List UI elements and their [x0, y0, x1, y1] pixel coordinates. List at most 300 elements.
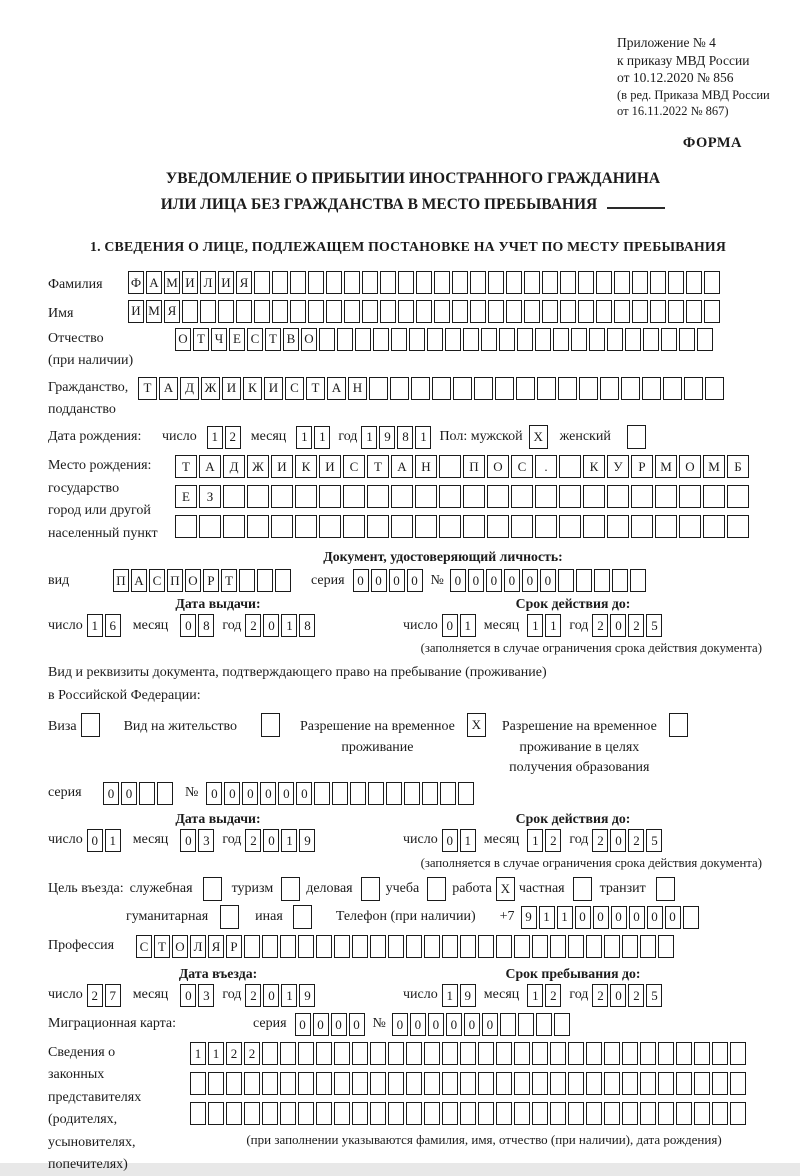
- resid-issue-year-cells[interactable]: [245, 829, 315, 852]
- visa-checkbox[interactable]: [81, 713, 100, 737]
- char-cell[interactable]: 1: [545, 614, 561, 637]
- char-cell[interactable]: [391, 328, 407, 351]
- char-cell[interactable]: [669, 713, 688, 737]
- doc-issue-day-cells[interactable]: [87, 614, 121, 637]
- char-cell[interactable]: [496, 935, 512, 958]
- char-cell[interactable]: [271, 485, 293, 508]
- char-cell[interactable]: [558, 377, 577, 400]
- char-cell[interactable]: [550, 1042, 566, 1065]
- char-cell[interactable]: [452, 300, 468, 323]
- sex-female-checkbox[interactable]: [627, 425, 646, 449]
- char-cell[interactable]: [578, 271, 594, 294]
- char-cell[interactable]: 3: [198, 984, 214, 1007]
- char-cell[interactable]: [208, 1072, 224, 1095]
- char-cell[interactable]: [499, 328, 515, 351]
- char-cell[interactable]: [676, 1042, 692, 1065]
- char-cell[interactable]: 2: [545, 829, 561, 852]
- char-cell[interactable]: 1: [190, 1042, 206, 1065]
- char-cell[interactable]: [190, 1102, 206, 1125]
- char-cell[interactable]: [388, 1072, 404, 1095]
- mk-number-cells[interactable]: [392, 1013, 570, 1036]
- rvp-checkbox[interactable]: [467, 713, 486, 737]
- char-cell[interactable]: Н: [348, 377, 367, 400]
- birth-month-cells[interactable]: [296, 426, 330, 449]
- char-cell[interactable]: И: [319, 455, 341, 478]
- char-cell[interactable]: [460, 935, 476, 958]
- char-cell[interactable]: [368, 782, 384, 805]
- char-cell[interactable]: [316, 1042, 332, 1065]
- char-cell[interactable]: Т: [154, 935, 170, 958]
- char-cell[interactable]: [314, 782, 330, 805]
- char-cell[interactable]: 2: [244, 1042, 260, 1065]
- char-cell[interactable]: [640, 935, 656, 958]
- char-cell[interactable]: [262, 1042, 278, 1065]
- char-cell[interactable]: [208, 1102, 224, 1125]
- char-cell[interactable]: [495, 377, 514, 400]
- char-cell[interactable]: [293, 905, 312, 929]
- birth-day-cells[interactable]: [207, 426, 241, 449]
- char-cell[interactable]: Ф: [128, 271, 144, 294]
- char-cell[interactable]: [542, 300, 558, 323]
- char-cell[interactable]: [319, 515, 341, 538]
- char-cell[interactable]: [524, 271, 540, 294]
- char-cell[interactable]: 2: [245, 829, 261, 852]
- char-cell[interactable]: Д: [180, 377, 199, 400]
- char-cell[interactable]: [622, 935, 638, 958]
- char-cell[interactable]: 0: [180, 614, 196, 637]
- char-cell[interactable]: 5: [646, 984, 662, 1007]
- char-cell[interactable]: 0: [486, 569, 502, 592]
- char-cell[interactable]: Ж: [247, 455, 269, 478]
- char-cell[interactable]: 0: [121, 782, 137, 805]
- char-cell[interactable]: [478, 1102, 494, 1125]
- char-cell[interactable]: 9: [460, 984, 476, 1007]
- char-cell[interactable]: 0: [260, 782, 276, 805]
- char-cell[interactable]: [658, 1102, 674, 1125]
- char-cell[interactable]: 2: [245, 614, 261, 637]
- char-cell[interactable]: С: [343, 455, 365, 478]
- char-cell[interactable]: 0: [611, 906, 627, 929]
- char-cell[interactable]: 0: [504, 569, 520, 592]
- char-cell[interactable]: Я: [236, 271, 252, 294]
- citizenship-cells[interactable]: [138, 377, 724, 400]
- char-cell[interactable]: 2: [87, 984, 103, 1007]
- reps-row3-cells[interactable]: [190, 1102, 778, 1125]
- char-cell[interactable]: [388, 935, 404, 958]
- char-cell[interactable]: [550, 1072, 566, 1095]
- char-cell[interactable]: [604, 1072, 620, 1095]
- char-cell[interactable]: [631, 485, 653, 508]
- purpose-business-checkbox[interactable]: [361, 877, 380, 901]
- char-cell[interactable]: [316, 1072, 332, 1095]
- char-cell[interactable]: 0: [278, 782, 294, 805]
- char-cell[interactable]: [334, 935, 350, 958]
- char-cell[interactable]: [226, 1072, 242, 1095]
- char-cell[interactable]: [621, 377, 640, 400]
- char-cell[interactable]: [607, 328, 623, 351]
- char-cell[interactable]: [586, 1072, 602, 1095]
- char-cell[interactable]: 2: [592, 614, 608, 637]
- char-cell[interactable]: [516, 377, 535, 400]
- char-cell[interactable]: [81, 713, 100, 737]
- char-cell[interactable]: [694, 1042, 710, 1065]
- char-cell[interactable]: 9: [299, 984, 315, 1007]
- char-cell[interactable]: Л: [200, 271, 216, 294]
- char-cell[interactable]: Л: [190, 935, 206, 958]
- doc-issue-month-cells[interactable]: [180, 614, 214, 637]
- char-cell[interactable]: [679, 485, 701, 508]
- char-cell[interactable]: 8: [198, 614, 214, 637]
- given-name-cells[interactable]: [128, 300, 720, 323]
- char-cell[interactable]: [369, 377, 388, 400]
- phone-cells[interactable]: [521, 906, 699, 929]
- char-cell[interactable]: 0: [522, 569, 538, 592]
- char-cell[interactable]: [558, 569, 574, 592]
- char-cell[interactable]: 1: [105, 829, 121, 852]
- char-cell[interactable]: [650, 300, 666, 323]
- char-cell[interactable]: [686, 271, 702, 294]
- char-cell[interactable]: [463, 485, 485, 508]
- char-cell[interactable]: [244, 1072, 260, 1095]
- char-cell[interactable]: [535, 515, 557, 538]
- char-cell[interactable]: [594, 569, 610, 592]
- char-cell[interactable]: 0: [468, 569, 484, 592]
- sex-male-checkbox[interactable]: [529, 425, 548, 449]
- resid-valid-month-cells[interactable]: [527, 829, 561, 852]
- char-cell[interactable]: [640, 1042, 656, 1065]
- char-cell[interactable]: [705, 377, 724, 400]
- char-cell[interactable]: [470, 300, 486, 323]
- char-cell[interactable]: 0: [263, 614, 279, 637]
- char-cell[interactable]: [627, 425, 646, 449]
- char-cell[interactable]: [157, 782, 173, 805]
- birthplace-row3-cells[interactable]: [175, 515, 749, 538]
- char-cell[interactable]: [415, 515, 437, 538]
- char-cell[interactable]: [223, 515, 245, 538]
- char-cell[interactable]: [607, 515, 629, 538]
- char-cell[interactable]: 0: [446, 1013, 462, 1036]
- char-cell[interactable]: [463, 328, 479, 351]
- char-cell[interactable]: М: [655, 455, 677, 478]
- char-cell[interactable]: [604, 1042, 620, 1065]
- char-cell[interactable]: [262, 1072, 278, 1095]
- char-cell[interactable]: [424, 935, 440, 958]
- char-cell[interactable]: [424, 1042, 440, 1065]
- char-cell[interactable]: [559, 455, 581, 478]
- char-cell[interactable]: [223, 485, 245, 508]
- residence-permit-checkbox[interactable]: [261, 713, 280, 737]
- char-cell[interactable]: [663, 377, 682, 400]
- reps-row1-cells[interactable]: [190, 1042, 778, 1065]
- char-cell[interactable]: И: [264, 377, 283, 400]
- char-cell[interactable]: [586, 1102, 602, 1125]
- char-cell[interactable]: 1: [442, 984, 458, 1007]
- char-cell[interactable]: [684, 377, 703, 400]
- char-cell[interactable]: [380, 271, 396, 294]
- char-cell[interactable]: [730, 1072, 746, 1095]
- char-cell[interactable]: Р: [631, 455, 653, 478]
- char-cell[interactable]: [262, 1102, 278, 1125]
- char-cell[interactable]: 2: [628, 984, 644, 1007]
- char-cell[interactable]: [568, 935, 584, 958]
- char-cell[interactable]: [481, 328, 497, 351]
- char-cell[interactable]: [676, 1072, 692, 1095]
- char-cell[interactable]: [514, 1042, 530, 1065]
- char-cell[interactable]: [290, 300, 306, 323]
- char-cell[interactable]: А: [391, 455, 413, 478]
- stay-year-cells[interactable]: [592, 984, 662, 1007]
- char-cell[interactable]: [442, 1042, 458, 1065]
- char-cell[interactable]: 1: [208, 1042, 224, 1065]
- char-cell[interactable]: [139, 782, 155, 805]
- char-cell[interactable]: [404, 782, 420, 805]
- char-cell[interactable]: [656, 877, 675, 901]
- char-cell[interactable]: И: [218, 271, 234, 294]
- char-cell[interactable]: [631, 515, 653, 538]
- char-cell[interactable]: [496, 1042, 512, 1065]
- char-cell[interactable]: [668, 300, 684, 323]
- birthplace-row1-cells[interactable]: [175, 455, 749, 478]
- char-cell[interactable]: [470, 271, 486, 294]
- char-cell[interactable]: [612, 569, 628, 592]
- char-cell[interactable]: [411, 377, 430, 400]
- reps-row2-cells[interactable]: [190, 1072, 778, 1095]
- char-cell[interactable]: 0: [180, 829, 196, 852]
- char-cell[interactable]: 9: [379, 426, 395, 449]
- char-cell[interactable]: 0: [224, 782, 240, 805]
- char-cell[interactable]: 0: [610, 984, 626, 1007]
- char-cell[interactable]: Б: [727, 455, 749, 478]
- char-cell[interactable]: [239, 569, 255, 592]
- char-cell[interactable]: А: [327, 377, 346, 400]
- char-cell[interactable]: К: [583, 455, 605, 478]
- char-cell[interactable]: 5: [646, 614, 662, 637]
- char-cell[interactable]: 1: [87, 614, 103, 637]
- char-cell[interactable]: [442, 1072, 458, 1095]
- char-cell[interactable]: [694, 1072, 710, 1095]
- char-cell[interactable]: [280, 1072, 296, 1095]
- char-cell[interactable]: [694, 1102, 710, 1125]
- char-cell[interactable]: 0: [295, 1013, 311, 1036]
- char-cell[interactable]: [704, 300, 720, 323]
- char-cell[interactable]: [453, 377, 472, 400]
- char-cell[interactable]: [326, 271, 342, 294]
- char-cell[interactable]: [440, 782, 456, 805]
- char-cell[interactable]: [463, 515, 485, 538]
- char-cell[interactable]: [427, 328, 443, 351]
- char-cell[interactable]: 0: [610, 614, 626, 637]
- char-cell[interactable]: [388, 1102, 404, 1125]
- char-cell[interactable]: [298, 1102, 314, 1125]
- char-cell[interactable]: [427, 877, 446, 901]
- char-cell[interactable]: [679, 328, 695, 351]
- char-cell[interactable]: [583, 485, 605, 508]
- char-cell[interactable]: [244, 935, 260, 958]
- char-cell[interactable]: Т: [306, 377, 325, 400]
- doc-valid-year-cells[interactable]: [592, 614, 662, 637]
- char-cell[interactable]: [247, 485, 269, 508]
- char-cell[interactable]: [506, 300, 522, 323]
- char-cell[interactable]: Р: [226, 935, 242, 958]
- char-cell[interactable]: [496, 1072, 512, 1095]
- char-cell[interactable]: И: [222, 377, 241, 400]
- char-cell[interactable]: [406, 935, 422, 958]
- char-cell[interactable]: [370, 1072, 386, 1095]
- char-cell[interactable]: [190, 1072, 206, 1095]
- char-cell[interactable]: [727, 515, 749, 538]
- char-cell[interactable]: [424, 1102, 440, 1125]
- char-cell[interactable]: [596, 271, 612, 294]
- char-cell[interactable]: 0: [392, 1013, 408, 1036]
- char-cell[interactable]: [712, 1072, 728, 1095]
- char-cell[interactable]: 0: [180, 984, 196, 1007]
- char-cell[interactable]: Ж: [201, 377, 220, 400]
- char-cell[interactable]: [439, 485, 461, 508]
- char-cell[interactable]: 1: [527, 984, 543, 1007]
- char-cell[interactable]: П: [113, 569, 129, 592]
- char-cell[interactable]: [298, 1042, 314, 1065]
- char-cell[interactable]: [686, 300, 702, 323]
- char-cell[interactable]: О: [175, 328, 191, 351]
- char-cell[interactable]: У: [607, 455, 629, 478]
- char-cell[interactable]: [362, 271, 378, 294]
- char-cell[interactable]: [326, 300, 342, 323]
- doc-number-cells[interactable]: [450, 569, 646, 592]
- char-cell[interactable]: [334, 1072, 350, 1095]
- char-cell[interactable]: 8: [299, 614, 315, 637]
- char-cell[interactable]: [458, 782, 474, 805]
- char-cell[interactable]: [622, 1072, 638, 1095]
- char-cell[interactable]: 1: [415, 426, 431, 449]
- char-cell[interactable]: П: [463, 455, 485, 478]
- char-cell[interactable]: 0: [371, 569, 387, 592]
- char-cell[interactable]: [334, 1042, 350, 1065]
- char-cell[interactable]: [439, 515, 461, 538]
- char-cell[interactable]: [568, 1042, 584, 1065]
- char-cell[interactable]: 0: [353, 569, 369, 592]
- char-cell[interactable]: [703, 485, 725, 508]
- char-cell[interactable]: [386, 782, 402, 805]
- char-cell[interactable]: [511, 515, 533, 538]
- char-cell[interactable]: 0: [629, 906, 645, 929]
- char-cell[interactable]: Т: [265, 328, 281, 351]
- char-cell[interactable]: Е: [175, 485, 197, 508]
- char-cell[interactable]: [442, 1102, 458, 1125]
- char-cell[interactable]: [344, 271, 360, 294]
- char-cell[interactable]: А: [146, 271, 162, 294]
- char-cell[interactable]: [272, 271, 288, 294]
- char-cell[interactable]: [514, 1072, 530, 1095]
- char-cell[interactable]: [604, 1102, 620, 1125]
- char-cell[interactable]: [373, 328, 389, 351]
- char-cell[interactable]: [511, 485, 533, 508]
- char-cell[interactable]: [586, 1042, 602, 1065]
- char-cell[interactable]: [730, 1102, 746, 1125]
- char-cell[interactable]: [600, 377, 619, 400]
- char-cell[interactable]: [632, 300, 648, 323]
- char-cell[interactable]: 1: [281, 614, 297, 637]
- char-cell[interactable]: Я: [164, 300, 180, 323]
- char-cell[interactable]: И: [182, 271, 198, 294]
- char-cell[interactable]: [488, 300, 504, 323]
- char-cell[interactable]: 1: [361, 426, 377, 449]
- char-cell[interactable]: [367, 485, 389, 508]
- char-cell[interactable]: [391, 515, 413, 538]
- char-cell[interactable]: 0: [296, 782, 312, 805]
- char-cell[interactable]: [560, 271, 576, 294]
- doc-valid-day-cells[interactable]: [442, 614, 476, 637]
- char-cell[interactable]: 1: [527, 614, 543, 637]
- char-cell[interactable]: [576, 569, 592, 592]
- purpose-other-checkbox[interactable]: [293, 905, 312, 929]
- char-cell[interactable]: [697, 328, 713, 351]
- char-cell[interactable]: [316, 935, 332, 958]
- char-cell[interactable]: [514, 1102, 530, 1125]
- resid-issue-month-cells[interactable]: [180, 829, 214, 852]
- char-cell[interactable]: [474, 377, 493, 400]
- char-cell[interactable]: [200, 300, 216, 323]
- char-cell[interactable]: X: [529, 425, 548, 449]
- char-cell[interactable]: И: [128, 300, 144, 323]
- char-cell[interactable]: 0: [540, 569, 556, 592]
- char-cell[interactable]: [532, 935, 548, 958]
- char-cell[interactable]: П: [167, 569, 183, 592]
- char-cell[interactable]: [352, 1102, 368, 1125]
- char-cell[interactable]: Т: [138, 377, 157, 400]
- char-cell[interactable]: [589, 328, 605, 351]
- char-cell[interactable]: [295, 485, 317, 508]
- char-cell[interactable]: 0: [575, 906, 591, 929]
- char-cell[interactable]: [500, 1013, 516, 1036]
- char-cell[interactable]: [683, 906, 699, 929]
- char-cell[interactable]: 0: [610, 829, 626, 852]
- char-cell[interactable]: [642, 377, 661, 400]
- purpose-transit-checkbox[interactable]: [656, 877, 675, 901]
- char-cell[interactable]: [398, 300, 414, 323]
- char-cell[interactable]: [220, 905, 239, 929]
- char-cell[interactable]: 2: [225, 426, 241, 449]
- char-cell[interactable]: [434, 300, 450, 323]
- char-cell[interactable]: [298, 1072, 314, 1095]
- char-cell[interactable]: 0: [263, 984, 279, 1007]
- patronymic-cells[interactable]: [175, 328, 713, 351]
- char-cell[interactable]: 1: [281, 984, 297, 1007]
- char-cell[interactable]: [350, 782, 366, 805]
- char-cell[interactable]: С: [285, 377, 304, 400]
- char-cell[interactable]: [604, 935, 620, 958]
- char-cell[interactable]: [622, 1102, 638, 1125]
- char-cell[interactable]: [536, 1013, 552, 1036]
- char-cell[interactable]: О: [487, 455, 509, 478]
- char-cell[interactable]: [203, 877, 222, 901]
- doc-valid-month-cells[interactable]: [527, 614, 561, 637]
- char-cell[interactable]: [391, 485, 413, 508]
- char-cell[interactable]: [632, 271, 648, 294]
- char-cell[interactable]: [218, 300, 234, 323]
- char-cell[interactable]: [390, 377, 409, 400]
- char-cell[interactable]: [416, 271, 432, 294]
- char-cell[interactable]: [518, 1013, 534, 1036]
- char-cell[interactable]: [261, 713, 280, 737]
- char-cell[interactable]: [460, 1042, 476, 1065]
- profession-cells[interactable]: [136, 935, 674, 958]
- char-cell[interactable]: 1: [207, 426, 223, 449]
- char-cell[interactable]: 9: [299, 829, 315, 852]
- char-cell[interactable]: [424, 1072, 440, 1095]
- char-cell[interactable]: [319, 328, 335, 351]
- resid-valid-day-cells[interactable]: [442, 829, 476, 852]
- char-cell[interactable]: [532, 1072, 548, 1095]
